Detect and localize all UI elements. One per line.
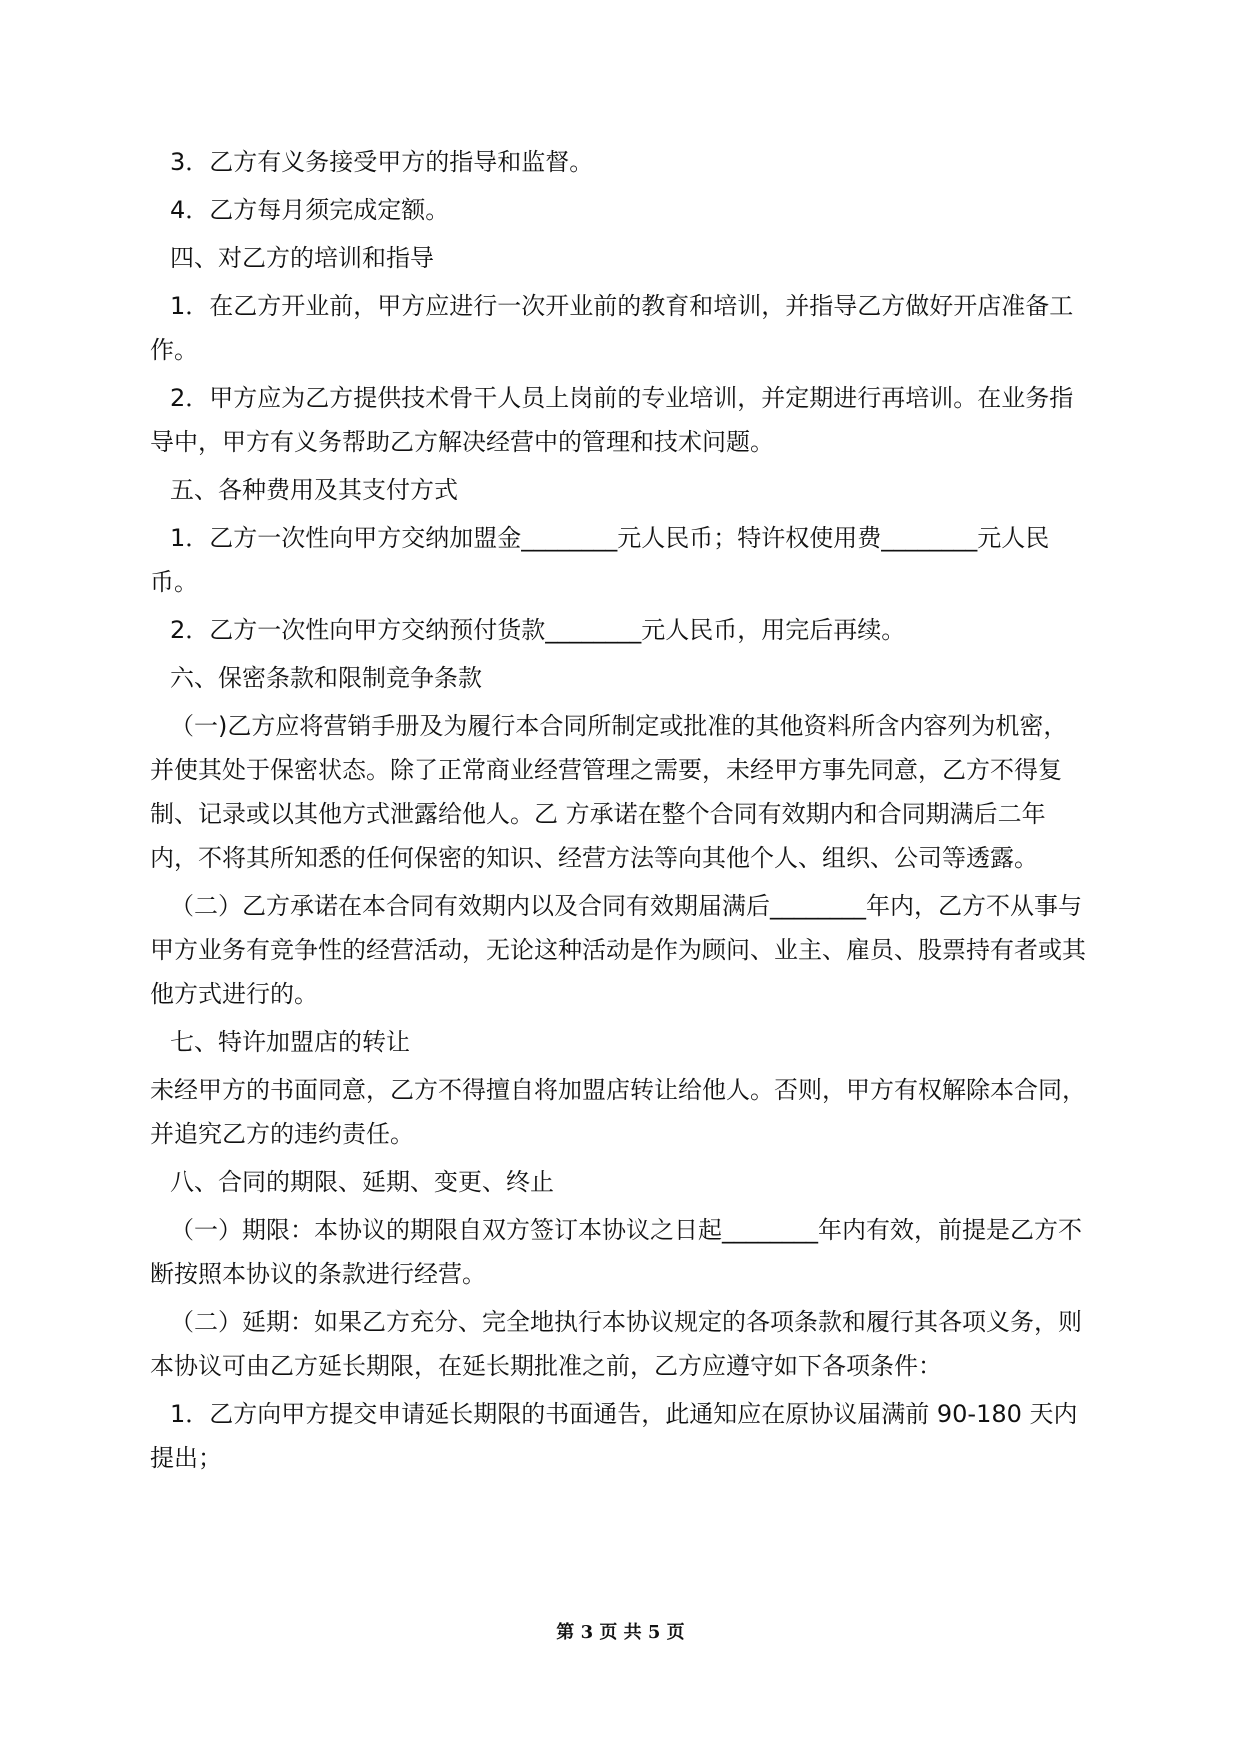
document-body [150,140,1090,1484]
section-heading: 六、保密条款和限制竞争条款 [170,664,482,692]
paragraph: 3．乙方有义务接受甲方的指导和监督。 [170,148,594,176]
paragraph: 2．乙方一次性向甲方交纳预付货款________元人民币，用完后再续。 [170,616,906,644]
paragraph: 4．乙方每月须完成定额。 [170,196,450,224]
paragraph: （一）期限：本协议的期限自双方签订本协议之日起________年内有效，前提是乙方不断按照本协议的条款进行经营。 [150,1216,1082,1288]
paragraph: （二）延期：如果乙方充分、完全地执行本协议规定的各项条款和履行其各项义务，则本协议可由乙方延长期限，在延长期批准之前，乙方应遵守如下各项条件： [150,1308,1082,1380]
paragraph: （二）乙方承诺在本合同有效期内以及合同有效期届满后________年内，乙方不从事与甲方业务有竞争性的经营活动，无论这种活动是作为顾问、业主、雇员、股票持有者或其他方式进行的。 [150,892,1086,1008]
section-heading: 七、特许加盟店的转让 [170,1028,410,1056]
section-heading: 八、合同的期限、延期、变更、终止 [170,1168,554,1196]
paragraph: 1．乙方向甲方提交申请延长期限的书面通告，此通知应在原协议届满前 90-180 天内提出； [150,1400,1078,1472]
paragraph: 2．甲方应为乙方提供技术骨干人员上岗前的专业培训，并定期进行再培训。在业务指导中，甲方有义务帮助乙方解决经营中的管理和技术问题。 [150,384,1074,456]
paragraph: （一)乙方应将营销手册及为履行本合同所制定或批准的其他资料所含内容列为机密，并使其处于保密状态。除了正常商业经营管理之需要，未经甲方事先同意，乙方不得复制、记录或以其他方式泄露给他人。乙 方承诺在整个合同有效期内和合同期满后二年内，不将其所知悉的任何保密的知识、经营方法等向其他个人、组织、公司等透露。 [150,712,1068,872]
paragraph: 1．在乙方开业前，甲方应进行一次开业前的教育和培训，并指导乙方做好开店准备工作。 [150,292,1074,364]
paragraph: 1．乙方一次性向甲方交纳加盟金________元人民币；特许权使用费________元人民币。 [150,524,1050,596]
page-number: 第 3 页 共 5 页 [556,1622,685,1643]
section-heading: 四、对乙方的培训和指导 [170,244,434,272]
paragraph: 未经甲方的书面同意，乙方不得擅自将加盟店转让给他人。否则，甲方有权解除本合同，并追究乙方的违约责任。 [150,1076,1086,1148]
section-heading: 五、各种费用及其支付方式 [170,476,458,504]
